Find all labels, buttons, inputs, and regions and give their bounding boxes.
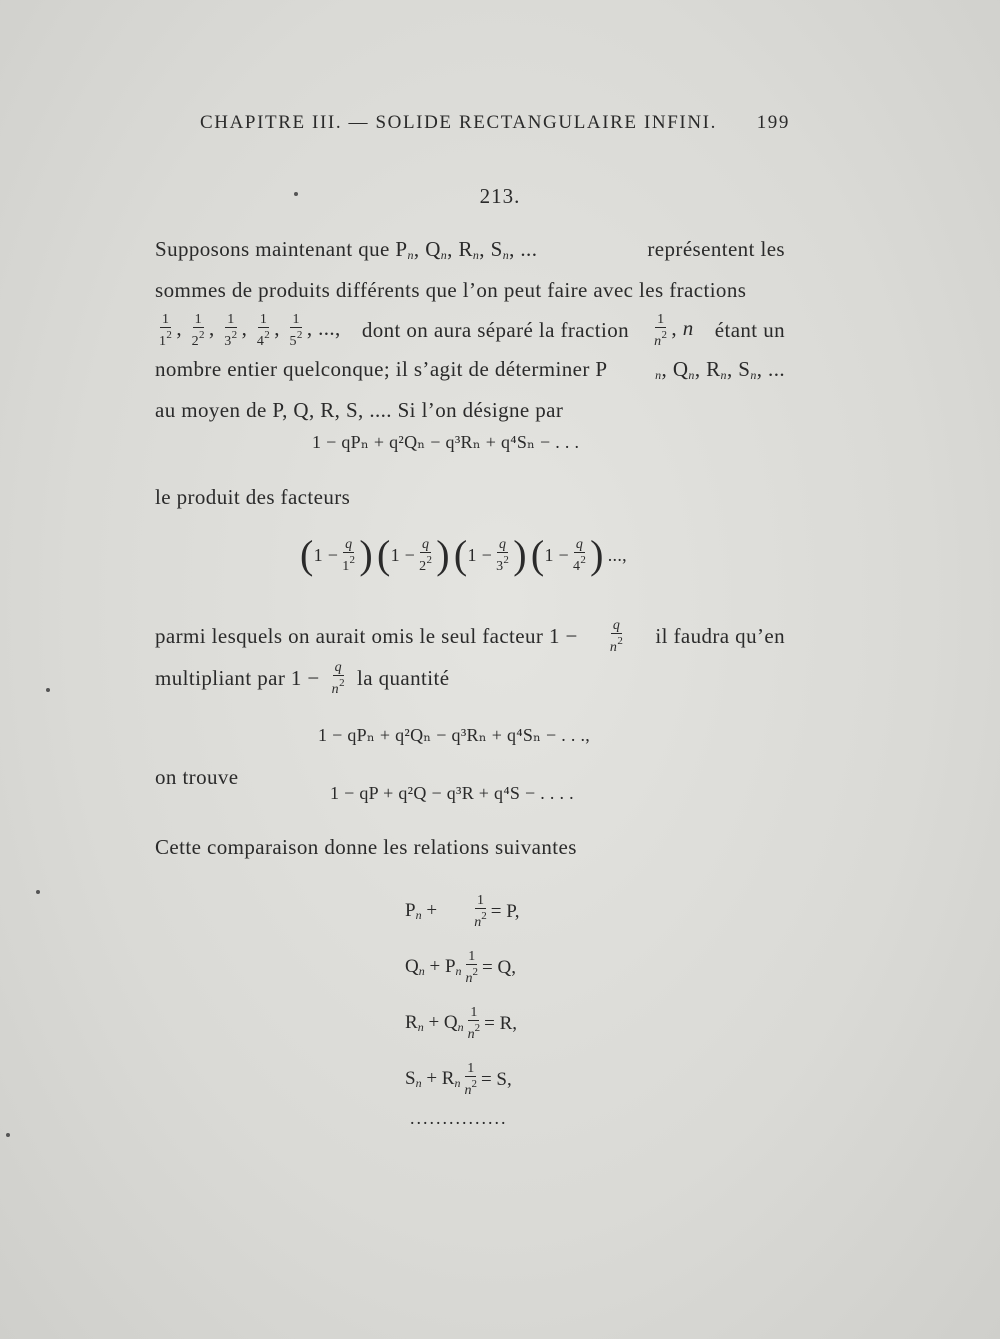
chapter-title: CHAPITRE III. — SOLIDE RECTANGULAIRE INFINI. — [200, 112, 717, 133]
relation-3: $R_n + Q_n$ $\frac{1}{n^2}$ = R, — [405, 1005, 518, 1042]
page-number: 199 — [756, 112, 790, 133]
formula-product: ( 1 − $\frac{q}{1^2}$ ) ( 1 − $\frac{q}{2^2}$ ) ( 1 − $\frac{q}{3^2}$ ) ( 1 − $\frac{q}{4^2}$ ) ..., — [300, 532, 627, 577]
omit-line-1: parmi lesquels on aurait omis le seul facteur 1 − $\frac{q}{n^2}$ il faudra qu’en — [155, 617, 785, 655]
running-header — [200, 112, 790, 134]
omit-paragraph — [155, 615, 785, 699]
intro-line-4: nombre entier quelconque; il s’agit de déterminer P $_n$, $Q_n$, $R_n$, $S_n$, ... — [155, 357, 785, 382]
omit-line-2: multipliant par 1 − $\frac{q}{n^2}$ la quantité — [155, 659, 450, 697]
comparison-text: Cette comparaison donne les relations suivantes — [155, 835, 577, 859]
product-intro: le produit des facteurs — [155, 485, 351, 509]
formula-series-3: 1 − qP + q²Q − q³R + q⁴S − . . . . — [330, 783, 574, 803]
on-trouve: on trouve — [155, 765, 239, 789]
continuation-dots: ............... — [410, 1108, 508, 1128]
intro-line-5: au moyen de P, Q, R, S, .... Si l’on désigne par — [155, 398, 564, 422]
intro-paragraph — [155, 232, 785, 428]
relation-1: $P_n$ + $\frac{1}{n^2}$ = P, — [405, 893, 520, 930]
relation-2: $Q_n + P_n$ $\frac{1}{n^2}$ = Q, — [405, 949, 516, 986]
paper-speck — [294, 192, 298, 196]
paper-speck — [6, 1133, 10, 1137]
intro-line-2: sommes de produits différents que l’on peut faire avec les fractions — [155, 278, 747, 302]
formula-series: 1 − qPₙ + q²Qₙ − q³Rₙ + q⁴Sₙ − . . . — [312, 432, 580, 452]
formula-series-2: 1 − qPₙ + q²Qₙ − q³Rₙ + q⁴Sₙ − . . ., — [318, 725, 591, 745]
paper-speck — [46, 688, 50, 692]
section-number: 213. — [479, 184, 521, 208]
intro-line-3: $\frac{1}{1^2}$ , $\frac{1}{2^2}$ , $\frac{1}{3^2}$ , $\frac{1}{4^2}$ , $\frac{1}{5^2}$ , ..., dont on aura séparé la fraction $\frac{1}{n^2}$ , n étant un — [159, 311, 785, 349]
paper-speck — [36, 890, 40, 894]
intro-line-1: Supposons maintenant que $P_n$, $Q_n$, $R_n$, $S_n$, ... représentent les — [155, 237, 785, 262]
relation-4: $S_n + R_n$ $\frac{1}{n^2}$ = S, — [405, 1061, 512, 1098]
